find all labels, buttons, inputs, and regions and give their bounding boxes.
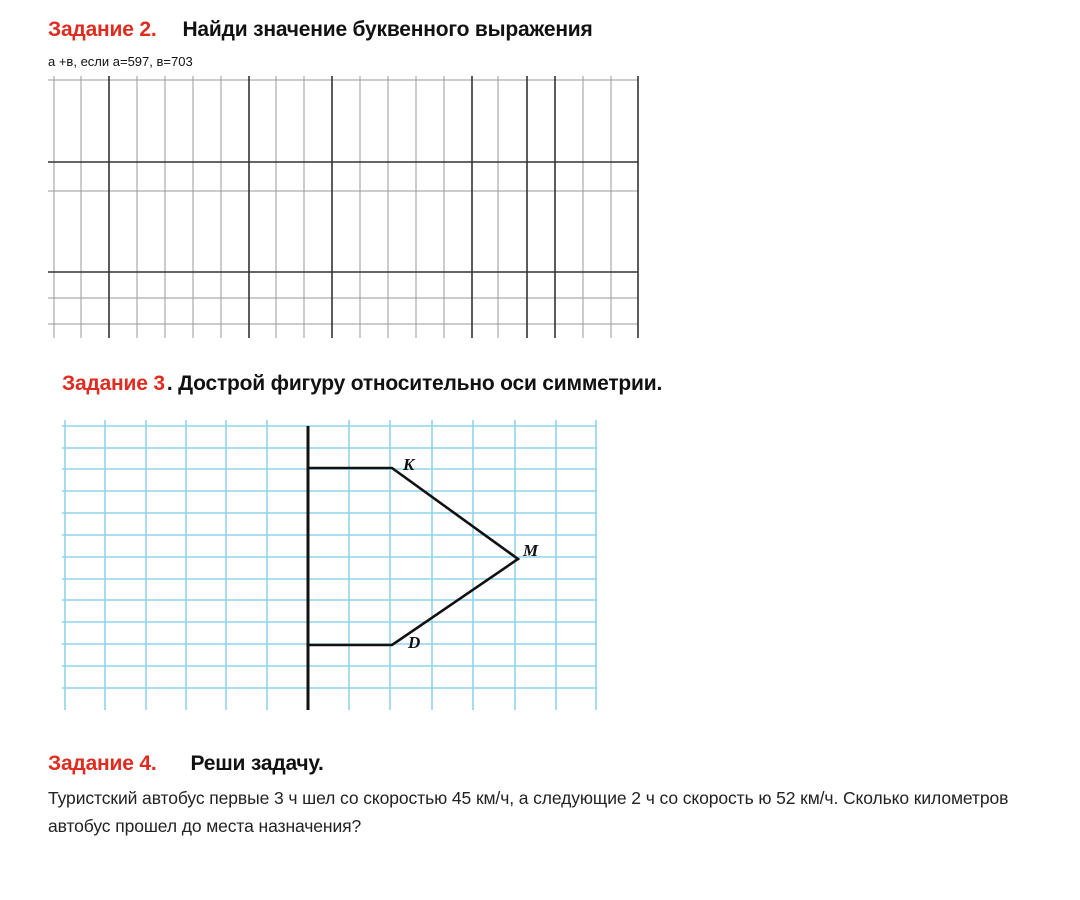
grid-lines (62, 420, 597, 710)
point-k-label: K (403, 455, 415, 474)
task2-title: Найди значение буквенного выражения (182, 18, 593, 41)
point-m-label: M (523, 541, 539, 560)
task3-title: . Дострой фигуру относительно оси симметрии. (166, 372, 663, 395)
task2-expression: а +в, если а=597, в=703 (48, 54, 193, 69)
task4-title: Реши задачу. (190, 752, 324, 775)
task2-heading (48, 18, 593, 42)
task3-heading (62, 372, 662, 396)
symmetry-grid (62, 420, 602, 715)
task3-number: Задание 3 (62, 372, 165, 395)
task4-problem-text: Туристский автобус первые 3 ч шел со скоростью 45 км/ч, а следующие 2 ч со скорость ю 52 км/ч. Сколько километров автобус прошел до места назначения? (48, 788, 1009, 836)
answer-grid (48, 76, 643, 341)
task4-number: Задание 4. (48, 752, 157, 775)
point-d-label: D (408, 633, 421, 652)
task2-number: Задание 2. (48, 18, 157, 41)
task4-heading (48, 752, 324, 776)
